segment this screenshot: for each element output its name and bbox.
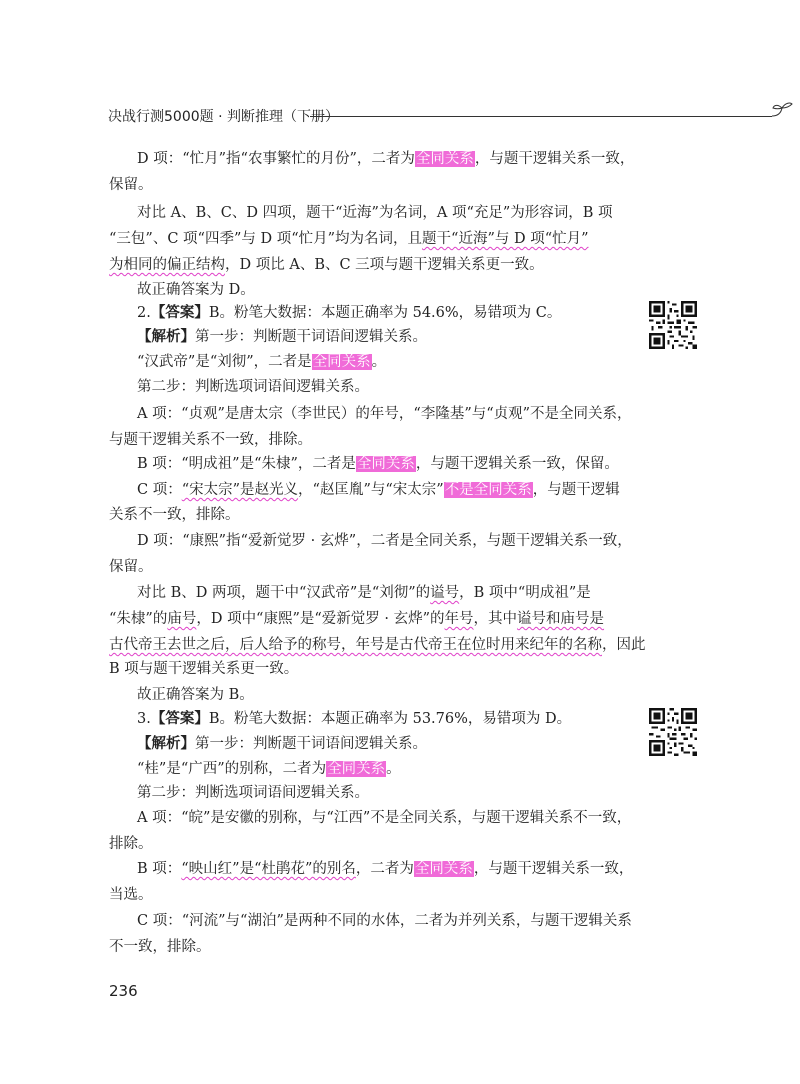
text-line: 故正确答案为 B。 <box>137 687 254 703</box>
text-line: 保留。 <box>109 559 153 575</box>
text-line: 当选。 <box>109 887 153 903</box>
highlight: 全同关系 <box>415 151 474 167</box>
answer-line: 2.【答案】B。粉笔大数据：本题正确率为 54.6%，易错项为 C。 <box>137 304 562 321</box>
text-line: B 项：“映山红”是“杜鹃花”的别名，二者为全同关系，与题干逻辑关系一致， <box>137 861 634 877</box>
text-line: C 项：“宋太宗”是赵光义，“赵匡胤”与“宋太宗”不是全同关系，与题干逻辑 <box>137 482 620 498</box>
text-line: 与题干逻辑关系不一致，排除。 <box>109 432 312 448</box>
text-line: A 项：“皖”是安徽的别称，与“江西”不是全同关系，与题干逻辑关系不一致， <box>137 810 632 826</box>
analysis-line: 【解析】第一步：判断题干词语间逻辑关系。 <box>137 328 427 345</box>
text-line: C 项：“河流”与“湖泊”是两种不同的水体，二者为并列关系，与题干逻辑关系 <box>137 913 632 929</box>
text-line: B 项：“明成祖”是“朱棣”，二者是全同关系，与题干逻辑关系一致，保留。 <box>137 456 619 472</box>
text-line: “朱棣”的庙号，D 项中“康熙”是“爱新觉罗 · 玄烨”的年号，其中谥号和庙号是 <box>109 611 605 627</box>
answer-line: 3.【答案】B。粉笔大数据：本题正确率为 53.76%，易错项为 D。 <box>137 710 572 727</box>
text-line: 排除。 <box>109 836 153 852</box>
text-line: D 项：“康熙”指“爱新觉罗 · 玄烨”，二者是全同关系，与题干逻辑关系一致， <box>137 533 632 549</box>
text-line: “汉武帝”是“刘彻”，二者是全同关系。 <box>137 354 387 370</box>
qr-code-icon[interactable] <box>649 708 697 756</box>
text-line: 对比 B、D 两项，题干中“汉武帝”是“刘彻”的谥号，B 项中“明成祖”是 <box>137 585 591 601</box>
sprout-icon <box>768 100 798 122</box>
text-line: 为相同的偏正结构，D 项比 A、B、C 三项与题干逻辑关系更一致。 <box>109 257 544 273</box>
text-line: 故正确答案为 D。 <box>137 282 255 298</box>
text-line: “三包”、C 项“四季”与 D 项“忙月”均为名词，且题干“近海”与 D 项“忙月” <box>109 231 589 247</box>
header-rule <box>310 116 772 117</box>
text-line: B 项与题干逻辑关系更一致。 <box>109 661 299 677</box>
text-line: 第二步：判断选项词语间逻辑关系。 <box>137 379 369 395</box>
text-line: 古代帝王去世之后，后人给予的称号，年号是古代帝王在位时用来纪年的名称，因此 <box>109 637 646 653</box>
text-line: 第二步：判断选项词语间逻辑关系。 <box>137 785 369 801</box>
running-header <box>108 104 708 134</box>
text-line: 不一致，排除。 <box>109 939 211 955</box>
page-number: 236 <box>109 982 138 1000</box>
text-line: A 项：“贞观”是唐太宗（李世民）的年号，“李隆基”与“贞观”不是全同关系， <box>137 406 632 422</box>
text-line: 对比 A、B、C、D 四项，题干“近海”为名词，A 项“充足”为形容词，B 项 <box>137 205 613 221</box>
text-line: D 项：“忙月”指“农事繁忙的月份”，二者为全同关系，与题干逻辑关系一致， <box>137 151 635 167</box>
text-line: “桂”是“广西”的别称，二者为全同关系。 <box>137 761 401 777</box>
qr-code-icon[interactable] <box>649 301 697 349</box>
text-line: 保留。 <box>109 177 153 193</box>
analysis-line: 【解析】第一步：判断题干词语间逻辑关系。 <box>137 735 427 752</box>
book-title: 决战行测5000题 · 判断推理（下册） <box>108 109 339 125</box>
text-line: 关系不一致，排除。 <box>109 507 240 523</box>
